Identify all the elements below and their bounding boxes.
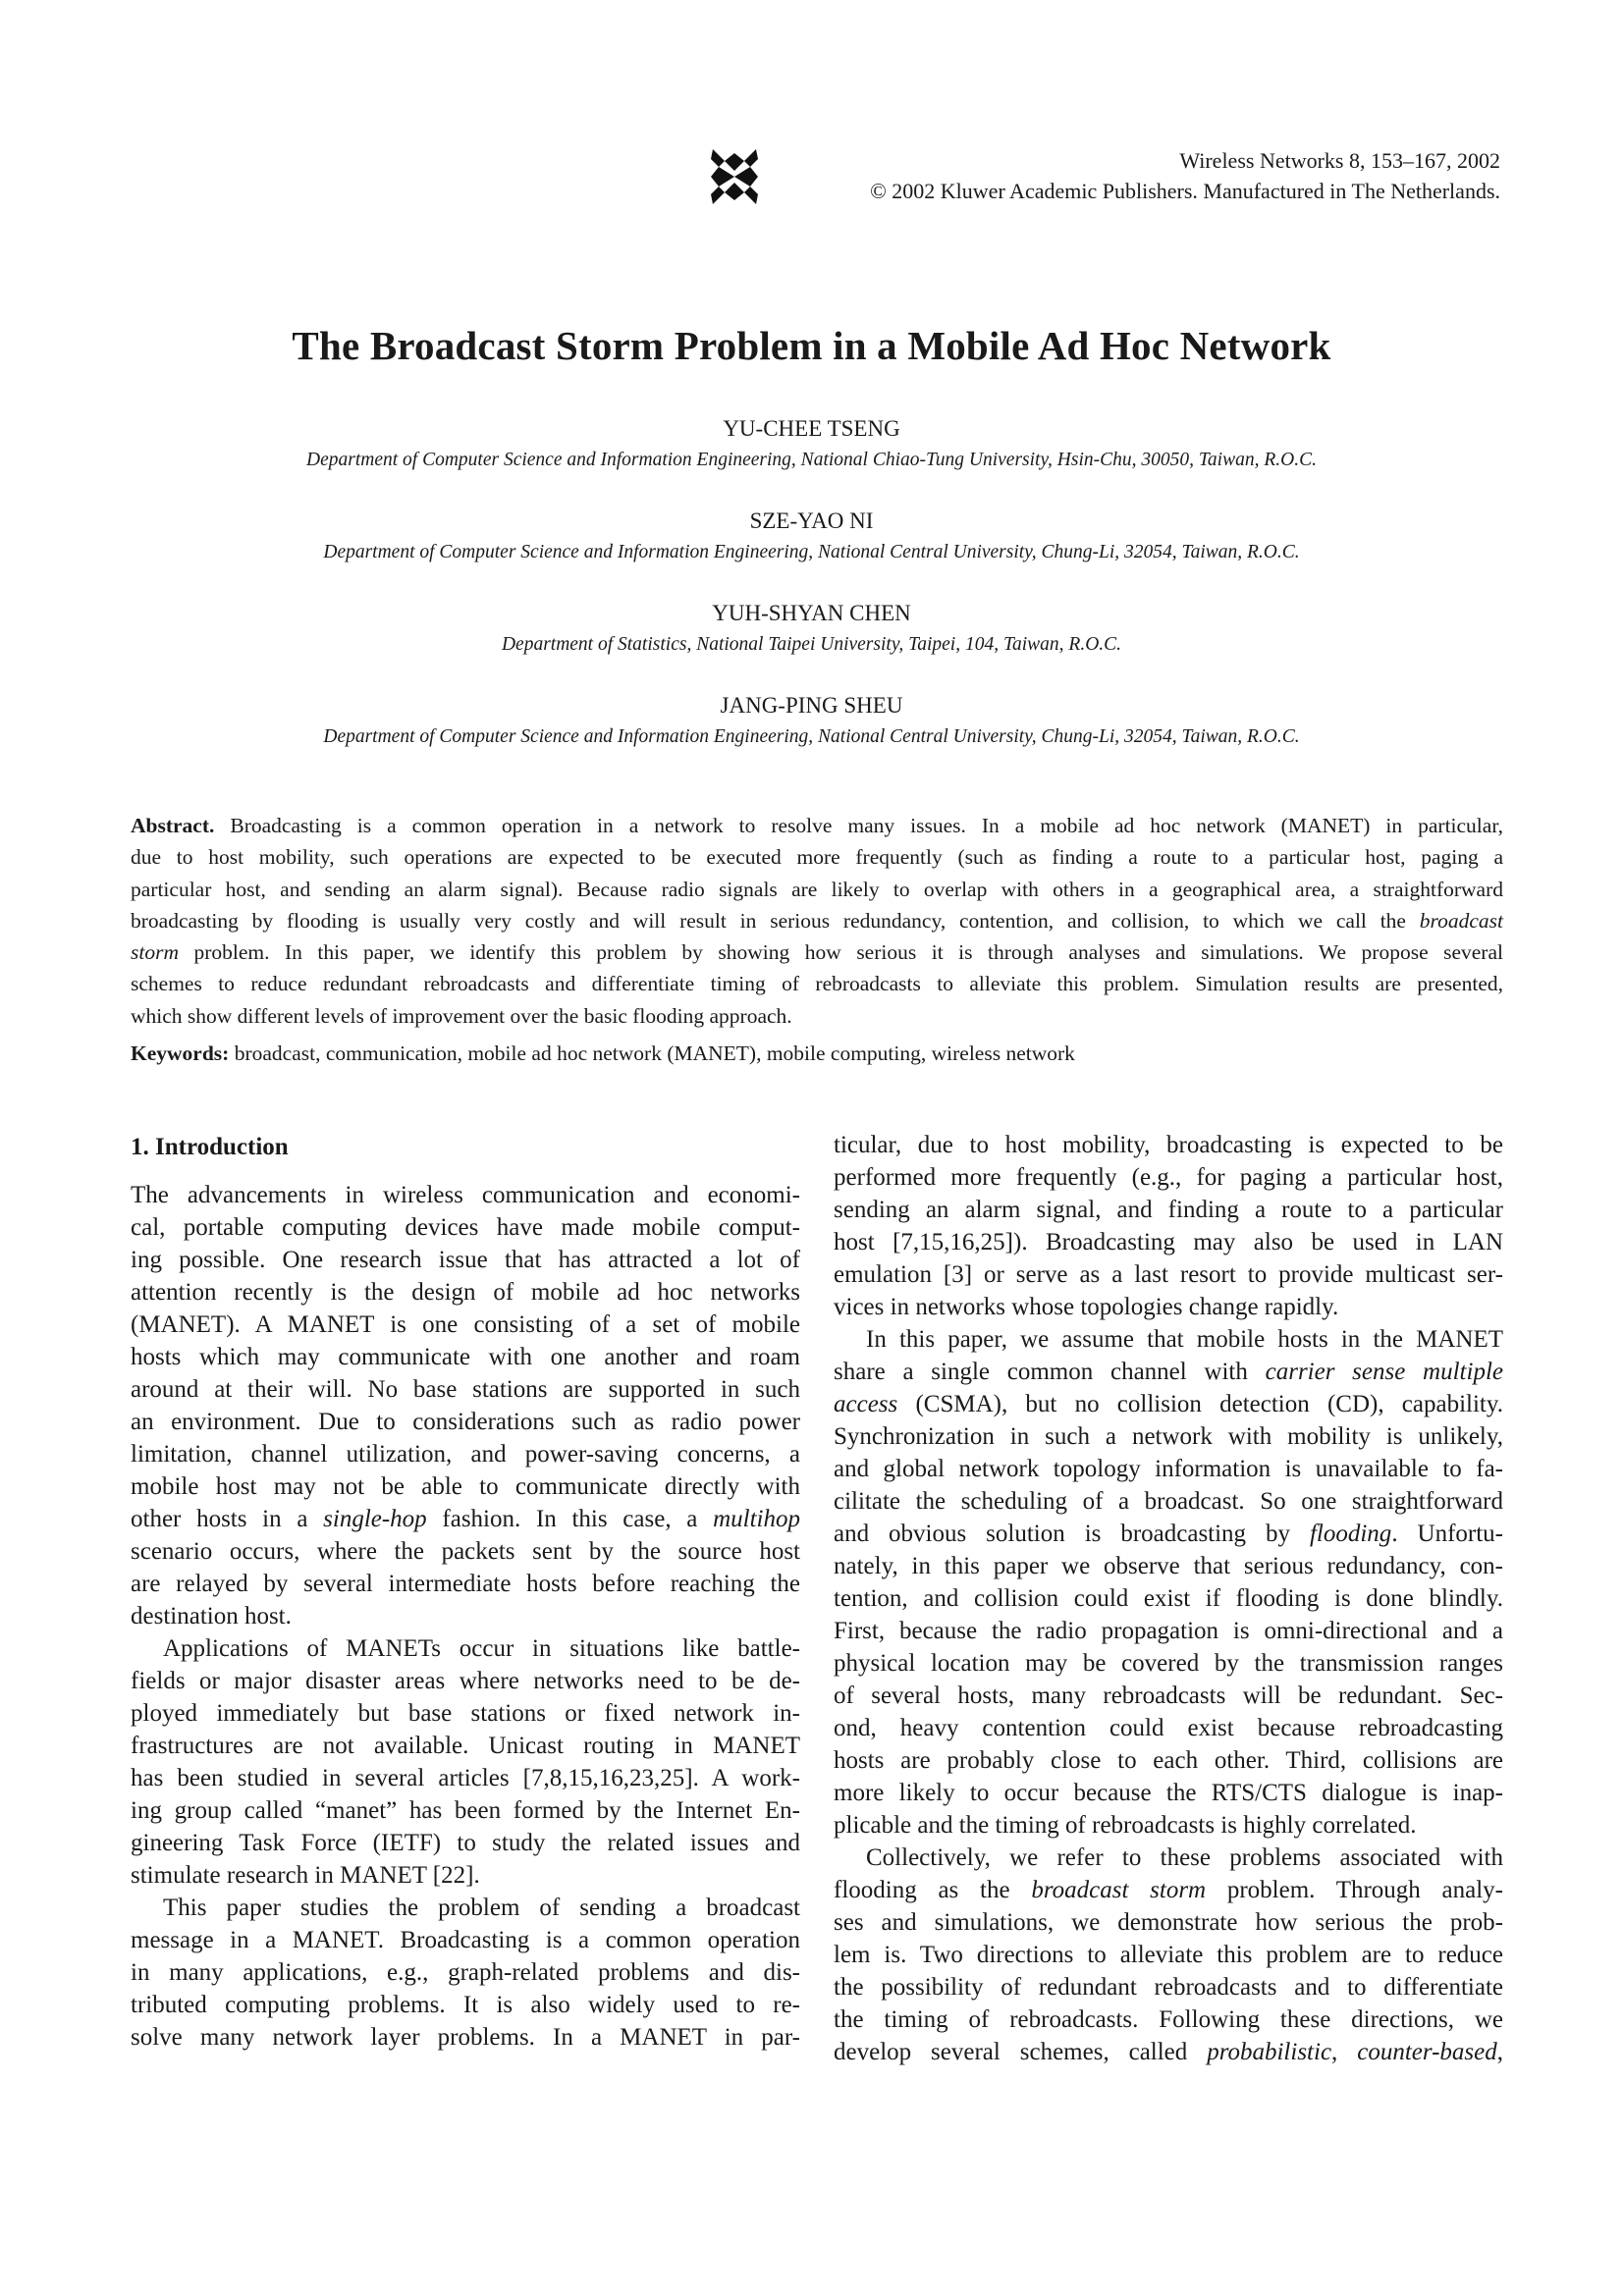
text-line: an environment. Due to considerations such as radio power [131,1409,800,1435]
author-affiliation: Department of Computer Science and Information Engineering, National Chiao-Tung University, Hsin-Chu, 30050, Taiwan, R.O.C. [306,450,1317,470]
text-line: nately, in this paper we observe that serious redundancy, con- [834,1553,1503,1579]
text-line: ing group called “manet” has been formed by the Internet En- [131,1797,800,1824]
text-line: Collectively, we refer to these problems associated with [866,1844,1503,1871]
text-line: and global network topology information is unavailable to fa- [834,1456,1503,1482]
text-line: In this paper, we assume that mobile hosts in the MANET [866,1326,1503,1353]
text-line: flooding as the broadcast storm problem. Through analy- [834,1877,1504,1903]
author-name: YU-CHEE TSENG [723,416,900,441]
text-line: Synchronization in such a network with mobility is unlikely, [834,1423,1503,1450]
text-line: tributed computing problems. It is also widely used to re- [131,1992,800,2018]
author-name: JANG-PING SHEU [720,693,903,718]
text-line: lem is. Two directions to alleviate this problem are to reduce [834,1942,1503,1968]
text-line: solve many network layer problems. In a MANET in par- [131,2024,800,2051]
abstract [131,810,1503,1032]
text-line: cilitate the scheduling of a broadcast. So one straightforward [834,1488,1503,1515]
text-line: limitation, channel utilization, and power-saving concerns, a [131,1441,800,1468]
text-line: gineering Task Force (IETF) to study the related issues and [131,1830,800,1856]
journal-citation: Wireless Networks 8, 153–167, 2002 [1179,148,1500,173]
text-line: develop several schemes, called probabilistic, counter-based, [834,2039,1503,2065]
text-line: ployed immediately but base stations or fixed network in- [131,1700,800,1727]
text-line: the timing of rebroadcasts. Following these directions, we [834,2006,1503,2033]
author-affiliation: Department of Computer Science and Information Engineering, National Central University, Chung-Li, 32054, Taiwan, R.O.C. [323,726,1300,747]
text-line: mobile host may not be able to communicate directly with [131,1473,800,1500]
abstract-line: Abstract. Broadcasting is a common operation in a network to resolve many issues. In a mobile ad hoc network (MANET) in particular, [131,814,1503,837]
abstract-line: broadcasting by flooding is usually very costly and will result in serious redundancy, contention, and collision, to which we call the broadcast [131,908,1503,933]
text-line: around at their will. No base stations are supported in such [131,1376,800,1403]
publisher-logo-icon [709,147,760,206]
text-line: ond, heavy contention could exist because rebroadcasting [834,1715,1503,1741]
text-line: and obvious solution is broadcasting by flooding. Unfortu- [834,1521,1503,1547]
text-line: ticular, due to host mobility, broadcasting is expected to be [834,1132,1503,1158]
text-line: ses and simulations, we demonstrate how serious the prob- [834,1909,1503,1936]
text-line: more likely to occur because the RTS/CTS dialogue is inap- [834,1780,1503,1806]
text-line: vices in networks whose topologies change rapidly. [834,1294,1339,1320]
text-line: physical location may be covered by the transmission ranges [834,1650,1503,1677]
abstract-line: due to host mobility, such operations are expected to be executed more frequently (such as finding a route to a particular host, paging a [131,845,1503,870]
journal-info [870,145,1500,206]
abstract-line: particular host, and sending an alarm signal). Because radio signals are likely to overlap with others in a geographical area, a straightforward [131,877,1503,901]
text-line: Applications of MANETs occur in situations like battle- [163,1635,800,1662]
text-line: of several hosts, many rebroadcasts will be redundant. Sec- [834,1682,1503,1709]
text-line: host [7,15,16,25]). Broadcasting may also be used in LAN [834,1229,1503,1255]
author-name: YUH-SHYAN CHEN [712,601,911,625]
text-line: performed more frequently (e.g., for paging a particular host, [834,1164,1503,1191]
abstract-label: Abstract. [131,814,215,837]
text-line: hosts which may communicate with one another and roam [131,1344,800,1370]
text-line: tention, and collision could exist if flooding is done blindly. [834,1585,1503,1612]
section-heading: 1. Introduction [131,1134,289,1160]
text-line: (MANET). A MANET is one consisting of a set of mobile [131,1311,800,1338]
text-line: This paper studies the problem of sending a broadcast [163,1895,800,1921]
text-line: sending an alarm signal, and finding a route to a particular [834,1197,1503,1223]
text-line: other hosts in a single-hop fashion. In this case, a multihop [131,1506,800,1532]
text-line: plicable and the timing of rebroadcasts is highly correlated. [834,1812,1417,1839]
paper-title: The Broadcast Storm Problem in a Mobile Ad Hoc Network [292,323,1331,368]
text-line: cal, portable computing devices have made mobile comput- [131,1214,800,1241]
text-line: ing possible. One research issue that has attracted a lot of [131,1247,800,1273]
abstract-line: storm problem. In this paper, we identify this problem by showing how serious it is through analyses and simulations. We propose several [131,940,1503,965]
text-line: fields or major disaster areas where networks need to be de- [131,1668,800,1694]
text-line: frastructures are not available. Unicast routing in MANET [131,1733,800,1759]
text-line: access (CSMA), but no collision detection (CD), capability. [834,1391,1503,1417]
abstract-line: which show different levels of improvement over the basic flooding approach. [131,1003,792,1028]
text-line: scenario occurs, where the packets sent by the source host [131,1538,800,1565]
text-line: are relayed by several intermediate hosts before reaching the [131,1571,800,1597]
abstract-line: schemes to reduce redundant rebroadcasts and differentiate timing of rebroadcasts to alleviate this problem. Simulation results are presented, [131,972,1503,996]
text-line: has been studied in several articles [7,8,15,16,23,25]. A work- [131,1765,800,1791]
keywords-label: Keywords: [131,1041,230,1065]
text-line: The advancements in wireless communication and economi- [131,1182,800,1208]
author-affiliation: Department of Computer Science and Information Engineering, National Central University, Chung-Li, 32054, Taiwan, R.O.C. [323,542,1300,562]
text-line: attention recently is the design of mobile ad hoc networks [131,1279,800,1306]
text-line: destination host. [131,1603,292,1629]
copyright-line: © 2002 Kluwer Academic Publishers. Manufactured in The Netherlands. [870,179,1500,203]
text-line: First, because the radio propagation is omni-directional and a [834,1618,1503,1644]
author-name: SZE-YAO NI [749,508,874,533]
text-line: the possibility of redundant rebroadcasts and to differentiate [834,1974,1503,2001]
keywords-text: broadcast, communication, mobile ad hoc network (MANET), mobile computing, wireless network [229,1041,1075,1065]
text-line: message in a MANET. Broadcasting is a common operation [131,1927,800,1953]
text-line: emulation [3] or serve as a last resort to provide multicast ser- [834,1261,1503,1288]
text-line: in many applications, e.g., graph-related problems and dis- [131,1959,800,1986]
text-line: stimulate research in MANET [22]. [131,1862,480,1889]
text-line: hosts are probably close to each other. Third, collisions are [834,1747,1503,1774]
author-affiliation: Department of Statistics, National Taipei University, Taipei, 104, Taiwan, R.O.C. [501,634,1122,655]
text-line: share a single common channel with carrier sense multiple [834,1359,1503,1385]
keywords [131,1038,1503,1069]
